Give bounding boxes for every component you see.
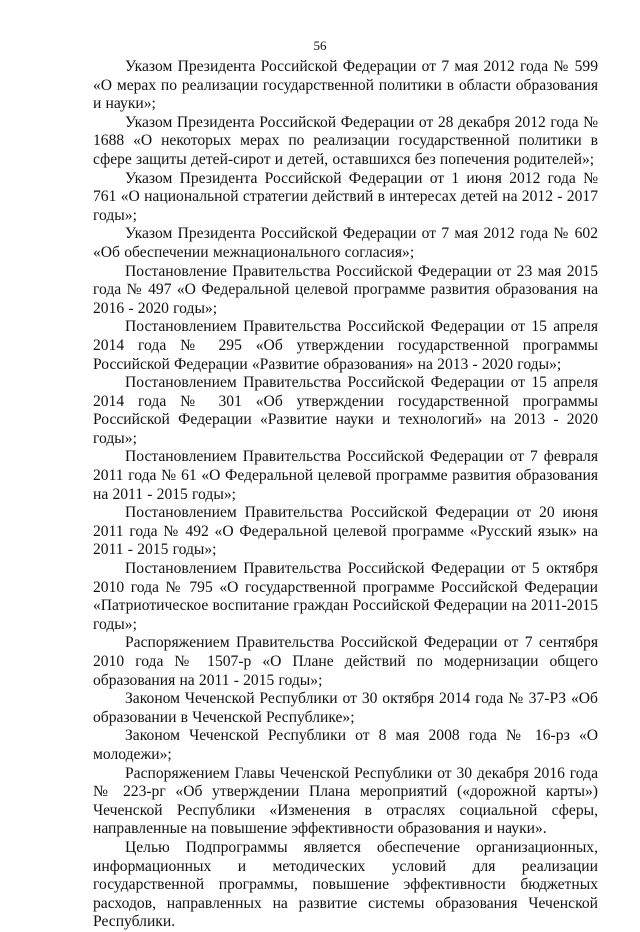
paragraph-subprogram-goal: Целью Подпрограммы является обеспечение организационных, информационных и методических условий для реализации государственной программы, повышение эффективности бюджетных расходов, направленных на развитие системы образования Чеченской Республики.	[93, 838, 598, 931]
paragraph-resolution-61: Постановлением Правительства Российской Федерации от 7 февраля 2011 года № 61 «О Федеральной целевой программе развития образования на 2011 - 2015 годы»;	[93, 448, 598, 503]
paragraph-decree-1688: Указом Президента Российской Федерации от 28 декабря 2012 года № 1688 «О некоторых мерах по реализации государственной политики в сфере защиты детей-сирот и детей, оставшихся без попечения родителей»;	[93, 113, 598, 168]
paragraph-resolution-492: Постановлением Правительства Российской Федерации от 20 июня 2011 года № 492 «О Федеральной целевой программе «Русский язык» на 2011 - 2015 годы»;	[93, 504, 598, 559]
paragraph-law-37: Законом Чеченской Республики от 30 октября 2014 года № 37-РЗ «Об образовании в Чеченской Республике»;	[93, 690, 598, 726]
paragraph-order-223: Распоряжением Главы Чеченской Республики от 30 декабря 2016 года № 223-рг «Об утверждении Плана мероприятий («дорожной карты») Чеченской Республики «Изменения в отраслях социальной сферы, направленные на повышение эффективности образования и науки».	[93, 764, 598, 838]
paragraph-resolution-497: Постановление Правительства Российской Федерации от 23 мая 2015 года № 497 «О Федеральной целевой программе развития образования на 2016 - 2020 годы»;	[93, 262, 598, 317]
paragraph-decree-761: Указом Президента Российской Федерации от 1 июня 2012 года № 761 «О национальной стратегии действий в интересах детей на 2012 - 2017 годы»;	[93, 169, 598, 224]
document-body	[93, 58, 598, 932]
paragraph-order-1507: Распоряжением Правительства Российской Федерации от 7 сентября 2010 года № 1507-р «О Плане действий по модернизации общего образования на 2011 - 2015 годы»;	[93, 634, 598, 689]
paragraph-decree-599: Указом Президента Российской Федерации от 7 мая 2012 года № 599 «О мерах по реализации государственной политики в области образования и науки»;	[93, 58, 598, 113]
paragraph-law-16: Законом Чеченской Республики от 8 мая 2008 года № 16-рз «О молодежи»;	[93, 727, 598, 763]
page-number: 56	[313, 38, 327, 53]
paragraph-decree-602: Указом Президента Российской Федерации от 7 мая 2012 года № 602 «Об обеспечении межнационального согласия»;	[93, 225, 598, 261]
paragraph-resolution-295: Постановлением Правительства Российской Федерации от 15 апреля 2014 года № 295 «Об утверждении государственной программы Российской Федерации «Развитие образования» на 2013 - 2020 годы»;	[93, 318, 598, 373]
paragraph-resolution-795: Постановлением Правительства Российской Федерации от 5 октября 2010 года № 795 «О государственной программе Российской Федерации «Патриотическое воспитание граждан Российской Федерации на 2011-2015 годы»;	[93, 560, 598, 633]
paragraph-resolution-301: Постановлением Правительства Российской Федерации от 15 апреля 2014 года № 301 «Об утверждении государственной программы Российской Федерации «Развитие науки и технологий» на 2013 - 2020 годы»;	[93, 374, 598, 447]
